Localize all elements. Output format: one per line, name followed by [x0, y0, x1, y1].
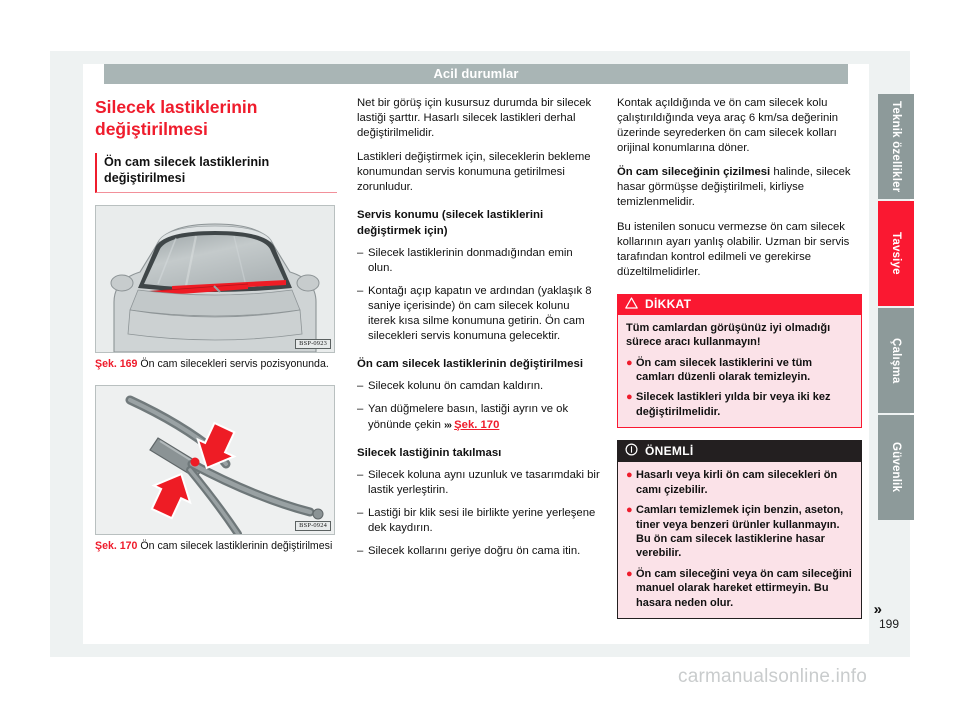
- list-item: [357, 284, 600, 344]
- notice-onemli-bullet-1-text: Hasarlı veya kirli ön cam silecekleri ön camı çizebilir.: [636, 469, 838, 496]
- notice-onemli-header: [617, 440, 862, 462]
- notice-dikkat-header: [617, 294, 862, 315]
- warning-triangle-icon: [625, 297, 638, 311]
- bullet-dot-icon: ●: [626, 504, 633, 517]
- replace-blade-steps: [357, 379, 600, 432]
- notice-dikkat-bullet-2-text: Silecek lastikleri yılda bir veya iki kez değiştirilmelidir.: [636, 391, 831, 418]
- column-right: [617, 96, 880, 619]
- paragraph-right-1: Kontak açıldığında ve ön cam silecek kolu çalıştırıldığında veya araç 6 km/sa değerinin üzerinde seyrederken ön cam silecek kolları orijinal konumlarına döner.: [617, 97, 839, 155]
- heading-replace-blades: Ön cam silecek lastiklerinin değiştirilmesi: [357, 358, 584, 371]
- figure-170-code: BSP-0924: [295, 521, 331, 531]
- figure-170-caption: [95, 540, 337, 554]
- list-item-text: Kontağı açıp kapatın ve ardından (yaklaşık 8 saniye içerisinde) ön cam silecek kolunu iterek kısa silme konumuna getirin. Ön cam silecekleri servis konumuna gelecektir.: [368, 284, 592, 343]
- heading-install-blade: Silecek lastiğinin takılması: [357, 446, 502, 459]
- sidebar-tab-teknik-ozellikler[interactable]: [878, 94, 914, 199]
- paragraph-intro-2: Lastikleri değiştirmek için, sileceklerin bekleme konumundan servis konumuna getirilmesi zorunludur.: [357, 151, 591, 194]
- list-item: [357, 544, 600, 559]
- figure-169-caption-text: Ön cam silecekleri servis pozisyonunda.: [140, 357, 329, 370]
- list-item: [357, 379, 600, 394]
- notice-dikkat-bullet-1: [626, 356, 853, 385]
- list-item-text: Yan düğmelere basın, lastiği ayrın ve ok yönünde çekin: [368, 403, 569, 431]
- paragraph-right-2-rest: halinde, silecek hasar görmüşse değiştirilmeli, kirliyse temizlenmelidir.: [617, 166, 851, 209]
- notice-onemli-body: [617, 462, 862, 619]
- bullet-dot-icon: ●: [626, 391, 633, 404]
- dash-marker: –: [357, 468, 364, 481]
- figure-169-code: BSP-0923: [295, 339, 331, 349]
- list-item-text: Silecek kolunu ön camdan kaldırın.: [368, 380, 544, 393]
- section-subheading: Ön cam silecek lastiklerinin değiştirilmesi: [95, 153, 337, 193]
- tab-label: Çalışma: [890, 337, 902, 384]
- paragraph-right-3: Bu istenilen sonucu vermezse ön cam silecek kollarının ayarı yanlış olabilir. Uzman bir servis tarafından kontrol edilmeli ve gerekirse düzeltilmelidirler.: [617, 220, 850, 278]
- page-header-title: Acil durumlar: [104, 64, 848, 84]
- wiper-blade-replacement-illustration: [96, 386, 334, 534]
- list-item-text: Silecek lastiklerinin donmadığından emin olun.: [368, 246, 573, 274]
- notice-onemli-bullet-3-text: Ön cam sileceğini veya ön cam sileceğini manuel olarak hareket ettirmeyin. Bu hasara neden olur.: [636, 567, 852, 609]
- info-circle-icon: [625, 443, 638, 458]
- figure-169-image: [95, 205, 335, 353]
- list-item-text: Silecek koluna aynı uzunluk ve tasarımdaki bir lastik yerleştirin.: [368, 468, 600, 496]
- sidebar-tab-calisma[interactable]: [878, 308, 914, 413]
- notice-onemli-bullet-1: [626, 468, 853, 497]
- windscreen-wipers-service-position-illustration: [96, 206, 334, 352]
- figure-170-number: Şek. 170: [95, 539, 138, 552]
- heading-service-position: Servis konumu (silecek lastiklerini değiştirmek için): [357, 209, 544, 237]
- notice-onemli-bullet-3: [626, 567, 853, 610]
- cross-reference-chevron-icon: ›››: [444, 419, 451, 431]
- sidebar-tab-guvenlik[interactable]: [878, 415, 914, 520]
- figure-170-caption-text: Ön cam silecek lastiklerinin değiştirilmesi: [140, 539, 333, 552]
- notice-onemli-bullet-2-text: Camları temizlemek için benzin, aseton, tiner veya benzeri ürünler kullanmayın. Bu ön cam silecek lastiklerine hasar verebilir.: [636, 504, 844, 560]
- dash-marker: –: [357, 403, 364, 416]
- notice-dikkat-label: DİKKAT: [645, 296, 692, 311]
- dash-marker: –: [357, 506, 364, 519]
- sidebar-tab-tavsiye[interactable]: [878, 201, 914, 306]
- notice-onemli: [617, 440, 880, 619]
- column-middle: [357, 96, 600, 559]
- cross-reference-link-fig-170[interactable]: Şek. 170: [454, 418, 500, 431]
- list-item-text: Silecek kollarını geriye doğru ön cama itin.: [368, 545, 581, 558]
- dash-marker: –: [357, 545, 364, 558]
- bullet-dot-icon: ●: [626, 567, 633, 580]
- notice-dikkat: [617, 294, 862, 428]
- install-blade-steps: [357, 468, 600, 559]
- tab-label: Güvenlik: [890, 442, 902, 493]
- bullet-dot-icon: ●: [626, 356, 633, 369]
- continue-marker-icon: »: [873, 600, 880, 618]
- figure-170-image: [95, 385, 335, 535]
- notice-dikkat-bullet-2: [626, 390, 853, 419]
- list-item: [357, 506, 600, 536]
- service-position-steps: [357, 246, 600, 344]
- tab-label: Teknik özellikler: [890, 100, 902, 193]
- notice-onemli-bullet-2: [626, 503, 853, 561]
- bullet-dot-icon: ●: [626, 469, 633, 482]
- dash-marker: –: [357, 380, 364, 393]
- watermark: carmanualsonline.info: [678, 666, 868, 687]
- list-item: [357, 246, 600, 276]
- dash-marker: –: [357, 246, 364, 259]
- paragraph-right-2: [617, 165, 862, 210]
- notice-dikkat-bullet-1-text: Ön cam silecek lastiklerini ve tüm camları düzenli olarak temizleyin.: [636, 356, 813, 384]
- list-item: [357, 402, 600, 432]
- tab-label: Tavsiye: [890, 232, 902, 275]
- page-title: Silecek lastiklerinin değiştirilmesi: [95, 97, 258, 140]
- paragraph-intro-1: Net bir görüş için kusursuz durumda bir silecek lastiği şarttır. Hasarlı silecek lastikleri derhal değiştirilmelidir.: [357, 97, 592, 140]
- figure-169-caption: [95, 358, 337, 372]
- list-item-text: Lastiği bir klik sesi ile birlikte yerine yerleşene dek kaydırın.: [368, 506, 596, 535]
- notice-onemli-label: ÖNEMLİ: [645, 443, 694, 458]
- list-item: [357, 468, 600, 498]
- notice-dikkat-body: [617, 315, 862, 428]
- page-number: 199: [879, 617, 900, 631]
- paragraph-right-2-lead: Ön cam sileceğinin çizilmesi: [617, 166, 771, 179]
- column-left: [95, 96, 337, 553]
- notice-dikkat-intro: Tüm camlardan görüşünüz iyi olmadığı sürece aracı kullanmayın!: [626, 321, 831, 349]
- figure-169-number: Şek. 169: [95, 357, 138, 370]
- dash-marker: –: [357, 284, 364, 297]
